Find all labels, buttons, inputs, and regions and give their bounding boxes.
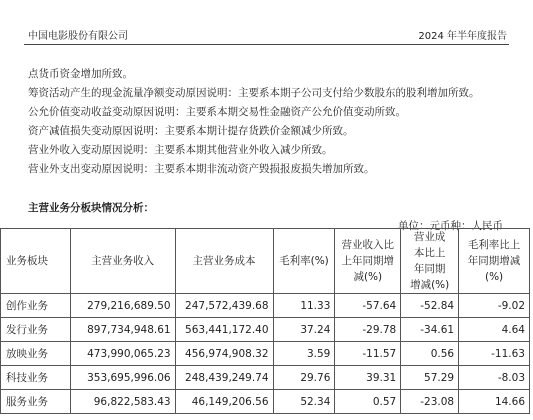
table-row xyxy=(1,318,530,342)
cell-cost: 46,149,206.56 xyxy=(175,390,273,414)
col-header-margin-change: 毛利率比上年同期增减(%) xyxy=(459,229,530,294)
cell-cost-change: -23.08 xyxy=(401,390,459,414)
cell-cost: 563,441,172.40 xyxy=(175,318,273,342)
cell-revenue: 96,822,583.43 xyxy=(70,390,175,414)
cell-cost-change: 57.29 xyxy=(401,366,459,390)
cell-revenue-change: -57.64 xyxy=(335,294,401,318)
cell-margin: 3.59 xyxy=(273,342,335,366)
cell-revenue-change: -29.78 xyxy=(335,318,401,342)
cell-segment: 创作业务 xyxy=(1,294,71,318)
table-row xyxy=(1,294,530,318)
cell-cost: 456,974,908.32 xyxy=(175,342,273,366)
cell-segment: 科技业务 xyxy=(1,366,71,390)
cell-margin-change: 14.66 xyxy=(459,390,530,414)
cell-cost: 247,572,439.68 xyxy=(175,294,273,318)
cell-revenue: 897,734,948.61 xyxy=(70,318,175,342)
cell-revenue-change: -11.57 xyxy=(335,342,401,366)
cell-margin-change: -8.03 xyxy=(459,366,530,390)
header-divider xyxy=(24,44,509,45)
table-row xyxy=(1,390,530,414)
cell-margin-change: -9.02 xyxy=(459,294,530,318)
cell-segment: 发行业务 xyxy=(1,318,71,342)
section-title: 主营业务分板块情况分析： xyxy=(28,202,154,214)
cell-revenue: 353,695,996.06 xyxy=(70,366,175,390)
cell-margin-change: 4.64 xyxy=(459,318,530,342)
cell-cost: 248,439,249.74 xyxy=(175,366,273,390)
company-name: 中国电影股份有限公司 xyxy=(28,31,128,42)
cell-margin-change: -11.63 xyxy=(459,342,530,366)
col-header-cost-change: 营业成本比上年同期增减(%) xyxy=(401,229,459,294)
segment-table xyxy=(0,228,530,414)
paragraph: 营业外收入变动原因说明：主要系本期其他营业外收入减少所致。 xyxy=(28,144,333,156)
paragraph: 资产减值损失变动原因说明：主要系本期计提存货跌价金额减少所致。 xyxy=(28,125,354,137)
cell-cost-change: -34.61 xyxy=(401,318,459,342)
report-title: 2024 年半年度报告 xyxy=(418,31,507,42)
cell-revenue: 473,990,065.23 xyxy=(70,342,175,366)
col-header-revenue: 主营业务收入 xyxy=(70,229,175,294)
paragraph: 公允价值变动收益变动原因说明：主要系本期交易性金融资产公允价值变动所致。 xyxy=(28,106,406,118)
col-header-cost: 主营业务成本 xyxy=(175,229,273,294)
paragraph: 营业外支出变动原因说明：主要系本期非流动资产毁损报废损失增加所致。 xyxy=(28,163,375,175)
table-header-row xyxy=(1,229,530,294)
col-header-segment: 业务板块 xyxy=(1,229,71,294)
cell-margin: 37.24 xyxy=(273,318,335,342)
cell-cost-change: -52.84 xyxy=(401,294,459,318)
col-header-margin: 毛利率(%) xyxy=(273,229,335,294)
paragraph: 筹资活动产生的现金流量净额变动原因说明：主要系本期子公司支付给少数股东的股利增加所致。 xyxy=(28,87,480,99)
cell-cost-change: 0.56 xyxy=(401,342,459,366)
cell-segment: 服务业务 xyxy=(1,390,71,414)
col-header-revenue-change: 营业收入比上年同期增减(%) xyxy=(335,229,401,294)
cell-revenue-change: 39.31 xyxy=(335,366,401,390)
cell-segment: 放映业务 xyxy=(1,342,71,366)
paragraph: 点货币资金增加所致。 xyxy=(28,68,133,80)
cell-revenue-change: 0.57 xyxy=(335,390,401,414)
cell-revenue: 279,216,689.50 xyxy=(70,294,175,318)
cell-margin: 29.76 xyxy=(273,366,335,390)
unit-label: 单位：元币种：人民币 xyxy=(398,220,503,232)
table-row xyxy=(1,366,530,390)
cell-margin: 11.33 xyxy=(273,294,335,318)
table-row xyxy=(1,342,530,366)
cell-margin: 52.34 xyxy=(273,390,335,414)
